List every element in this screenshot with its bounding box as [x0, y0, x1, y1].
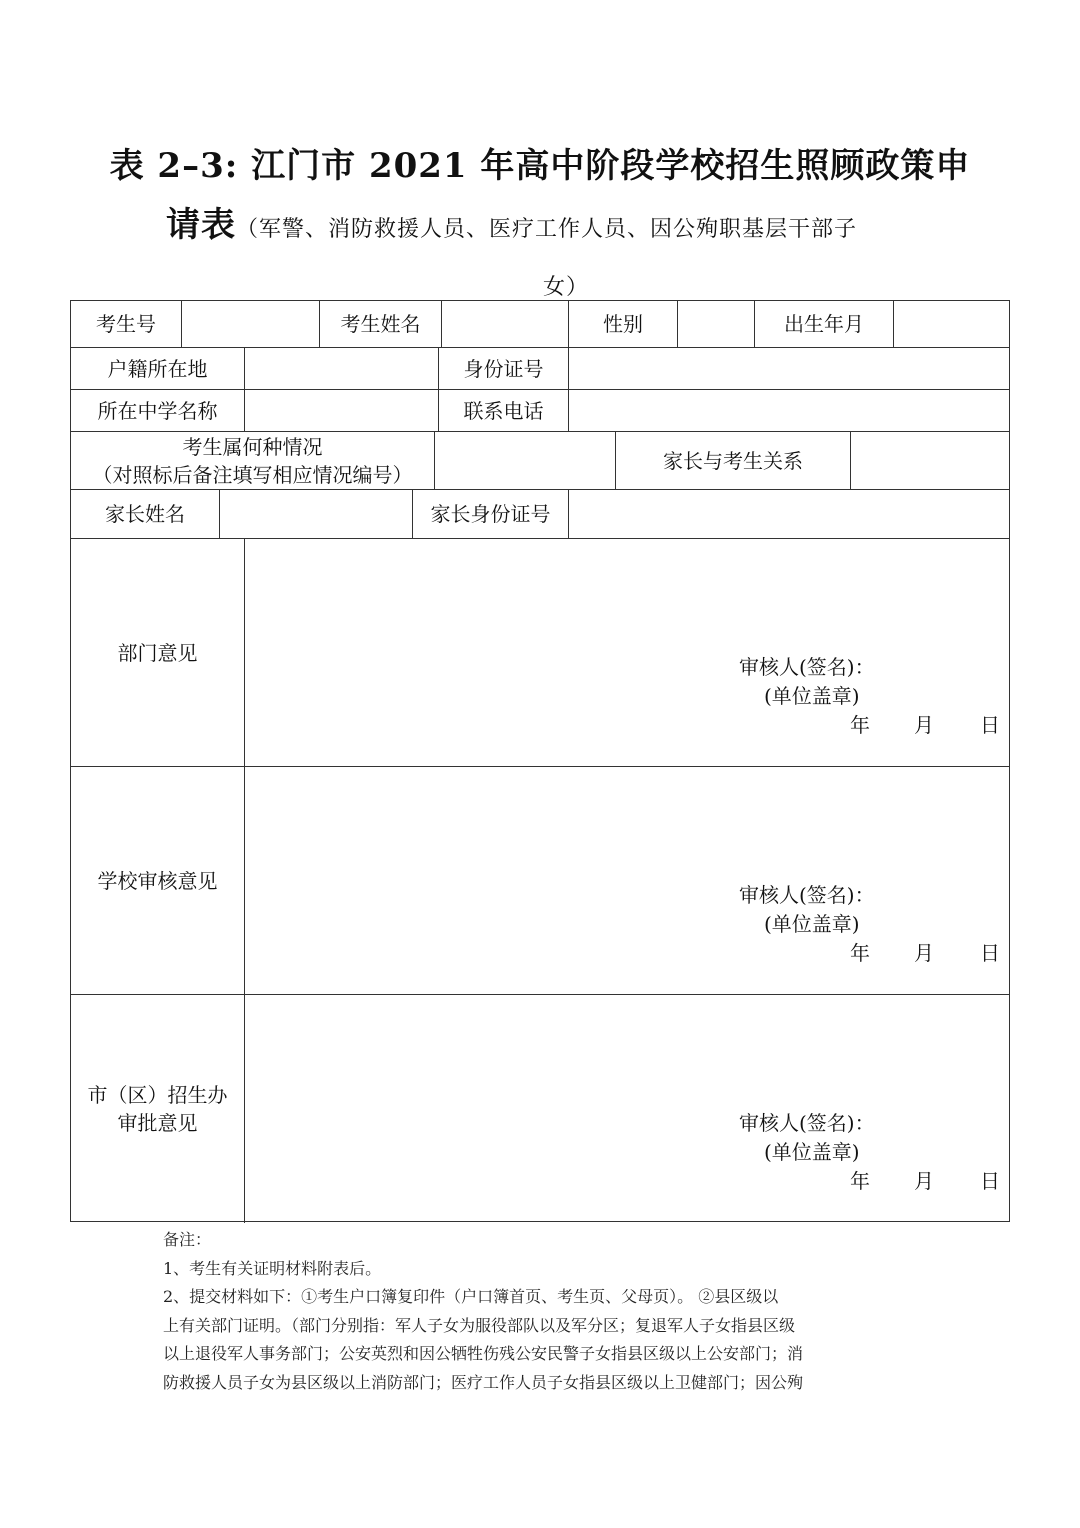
- field-id-number[interactable]: [569, 348, 1011, 389]
- label-admissions-office-line2: 审批意见: [117, 1111, 198, 1135]
- label-household: 户籍所在地: [71, 348, 245, 389]
- field-student-name[interactable]: [442, 301, 569, 347]
- form-title-big: 请表: [166, 205, 236, 245]
- date-year-label: 年: [850, 713, 870, 737]
- label-department-opinion: [71, 539, 245, 766]
- field-phone[interactable]: [569, 390, 1011, 431]
- date-month-label: 月: [914, 941, 934, 965]
- notes-item-1: 1、考生有关证明材料附表后。: [163, 1258, 382, 1278]
- field-household[interactable]: [245, 348, 439, 389]
- row-household: [71, 348, 1009, 390]
- field-admissions-office-opinion[interactable]: [245, 995, 1011, 1223]
- label-student-name: 考生姓名: [320, 301, 442, 347]
- date-day-label: 日: [980, 941, 1000, 965]
- application-form-table: [70, 300, 1010, 1222]
- field-parent-id[interactable]: [569, 490, 1011, 538]
- form-title-subtitle: （军警、消防救援人员、医疗工作人员、因公殉职基层干部子: [236, 217, 858, 242]
- label-category-line2: （对照标后备注填写相应情况编号）: [92, 462, 413, 487]
- label-school-opinion: [71, 767, 245, 994]
- form-title-line3: 女）: [542, 275, 589, 300]
- label-category-line1: 考生属何种情况: [182, 434, 323, 459]
- label-phone: 联系电话: [439, 390, 569, 431]
- field-category[interactable]: [435, 432, 616, 489]
- unit-seal-label: (单位盖章): [764, 684, 860, 708]
- notes-section: [163, 1226, 923, 1397]
- form-title-line1: 表 2–3: 江门市 2021 年高中阶段学校招生照顾政策申: [109, 146, 971, 186]
- unit-seal-label: (单位盖章): [764, 912, 860, 936]
- label-parent-relation: 家长与考生关系: [616, 432, 851, 489]
- label-category: [71, 432, 435, 489]
- label-id-number: 身份证号: [439, 348, 569, 389]
- field-parent-name[interactable]: [220, 490, 413, 538]
- date-day-label: 日: [980, 1169, 1000, 1193]
- field-school-opinion[interactable]: [245, 767, 1011, 994]
- row-department-opinion: [71, 539, 1009, 767]
- field-parent-relation[interactable]: [851, 432, 1011, 489]
- form-title-line2: [166, 196, 926, 317]
- notes-item-2-line3: 以上退役军人事务部门；公安英烈和因公牺牲伤残公安民警子女指县区级以上公安部门；消: [163, 1344, 804, 1363]
- reviewer-signature-label: 审核人(签名)：: [739, 655, 875, 679]
- date-day-label: 日: [980, 713, 1000, 737]
- reviewer-signature-label: 审核人(签名)：: [739, 883, 875, 907]
- notes-heading: 备注：: [163, 1230, 212, 1249]
- label-birth-date: 出生年月: [755, 301, 894, 347]
- unit-seal-label: (单位盖章): [764, 1140, 860, 1164]
- label-school-name: 所在中学名称: [71, 390, 245, 431]
- field-department-opinion[interactable]: [245, 539, 1011, 766]
- row-admissions-office-opinion: [71, 995, 1009, 1223]
- date-month-label: 月: [914, 1169, 934, 1193]
- row-exam-info: [71, 301, 1009, 348]
- label-parent-name: 家长姓名: [71, 490, 220, 538]
- label-exam-no: 考生号: [71, 301, 182, 347]
- row-school: [71, 390, 1009, 432]
- date-year-label: 年: [850, 1169, 870, 1193]
- field-gender[interactable]: [678, 301, 755, 347]
- field-birth-date[interactable]: [894, 301, 1011, 347]
- reviewer-signature-label: 审核人(签名)：: [739, 1111, 875, 1135]
- label-school-opinion-text: 学校审核意见: [97, 868, 218, 893]
- row-school-opinion: [71, 767, 1009, 995]
- row-parent: [71, 490, 1009, 539]
- label-gender: 性别: [569, 301, 678, 347]
- label-department-opinion-text: 部门意见: [117, 640, 198, 665]
- notes-item-2-line1: 2、提交材料如下：①考生户口簿复印件（户口簿首页、考生页、父母页）。 ②县区级以: [163, 1287, 779, 1306]
- field-school-name[interactable]: [245, 390, 439, 431]
- date-month-label: 月: [914, 713, 934, 737]
- notes-item-2-line2: 上有关部门证明。（部门分别指：军人子女为服役部队以及军分区；复退军人子女指县区级: [163, 1315, 796, 1335]
- label-admissions-office-opinion: [71, 995, 245, 1223]
- label-admissions-office-line1: 市（区）招生办: [87, 1083, 228, 1107]
- field-exam-no[interactable]: [182, 301, 320, 347]
- date-year-label: 年: [850, 941, 870, 965]
- row-category: [71, 432, 1009, 490]
- notes-item-2-line4: 防救援人员子女为县区级以上消防部门；医疗工作人员子女指县区级以上卫健部门；因公殉: [163, 1372, 804, 1392]
- label-parent-id: 家长身份证号: [413, 490, 569, 538]
